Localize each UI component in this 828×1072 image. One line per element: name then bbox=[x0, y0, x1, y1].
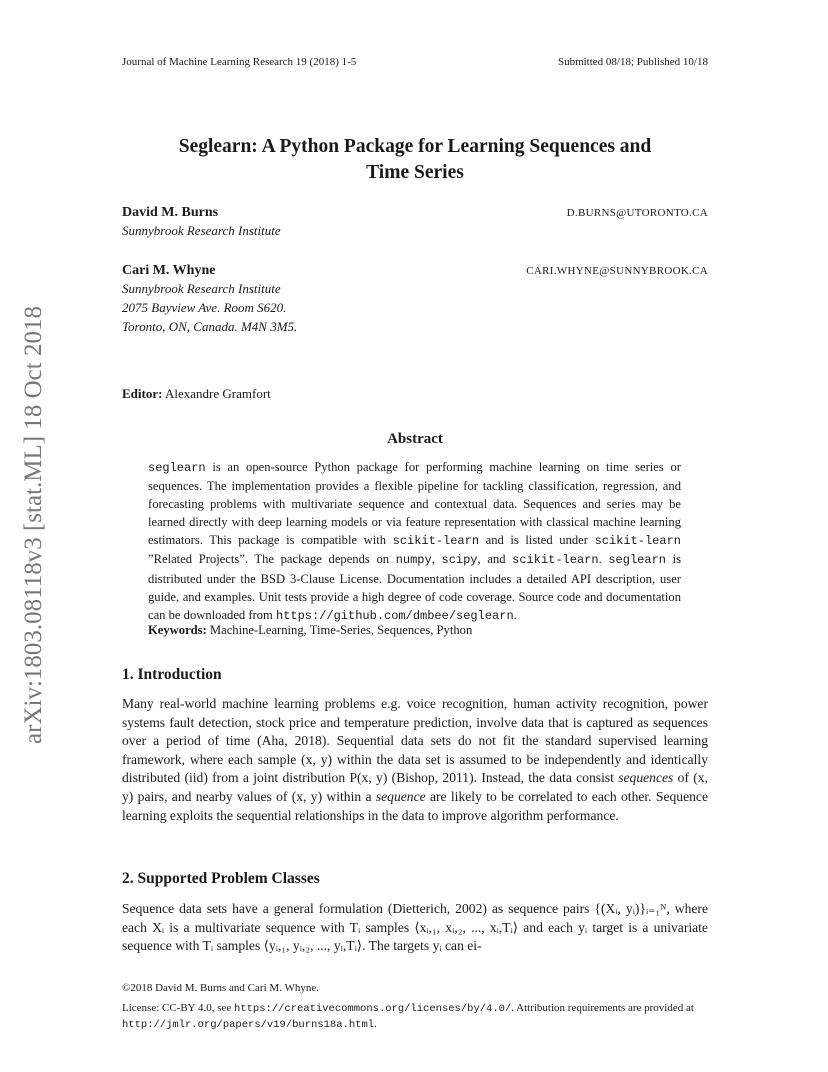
section-heading: 2. Supported Problem Classes bbox=[122, 870, 320, 887]
title-line-2: Time Series bbox=[366, 162, 464, 183]
code-seglearn: seglearn bbox=[148, 461, 206, 475]
arxiv-sidebar bbox=[4, 280, 64, 770]
author-1 bbox=[122, 205, 708, 240]
author-affiliation-line: 2075 Bayview Ave. Room S620. bbox=[122, 300, 287, 315]
code-scikit-learn: scikit-learn bbox=[512, 553, 599, 568]
arxiv-stamp: arXiv:1803.08118v3 [stat.ML] 18 Oct 2018 bbox=[20, 306, 47, 744]
section-heading: 1. Introduction bbox=[122, 666, 222, 683]
code-seglearn: seglearn bbox=[608, 553, 666, 568]
keywords-text: Machine-Learning, Time-Series, Sequences, Python bbox=[209, 623, 473, 637]
author-2 bbox=[122, 263, 708, 336]
author-email[interactable]: D.BURNS@UTORONTO.CA bbox=[566, 207, 708, 219]
introduction-paragraph: Many real-world machine learning problems e.g. voice recognition, human activity recognition, power systems fault detection, stock price and temperature prediction, involve data that is captured as sequences over a period of time (Aha, 2018). Sequential data sets do not fit the standard supervised learning framework, where each sample (x, y) within the data set is assumed to be independently and identically distributed (iid) from a joint distribution P(x, y) (Bishop, 2011). Instead, the data consist sequences of (x, y) pairs, and nearby values of (x, y) within a sequence are likely to be correlated to each other. Sequence learning exploits the sequential relationships in the data to improve algorithm performance. bbox=[122, 696, 709, 823]
editor-line bbox=[122, 386, 271, 402]
running-header bbox=[122, 56, 708, 68]
editor-label: Editor: bbox=[122, 386, 163, 401]
author-name: Cari M. Whyne bbox=[122, 263, 216, 278]
github-link[interactable]: https://github.com/dmbee/seglearn bbox=[276, 608, 514, 623]
code-numpy: numpy bbox=[395, 553, 432, 568]
author-name: David M. Burns bbox=[122, 205, 219, 220]
code-scikit-learn: scikit-learn bbox=[392, 534, 480, 549]
author-affiliation-line: Toronto, ON, Canada. M4N 3M5. bbox=[122, 319, 298, 334]
editor-name: Alexandre Gramfort bbox=[165, 386, 271, 401]
author-affiliation: Sunnybrook Research Institute bbox=[122, 223, 281, 238]
journal-citation: Journal of Machine Learning Research 19 (2018) 1-5 bbox=[122, 56, 357, 68]
author-affiliation-line: Sunnybrook Research Institute bbox=[122, 281, 281, 296]
problem-classes-paragraph: Sequence data sets have a general formulation (Dietterich, 2002) as sequence pairs {(Xᵢ, yᵢ)}ᵢ₌₁ᴺ, where each Xᵢ is a multivariate sequence with Tᵢ samples ⟨xᵢ,₁, xᵢ,₂, ..., xᵢ,Tᵢ⟩ and each yᵢ target is a univariate sequence with Tᵢ samples ⟨yᵢ,₁, yᵢ,₂, ..., yᵢ,Tᵢ⟩. The targets yᵢ can ei- bbox=[122, 901, 708, 954]
keywords-label: Keywords: bbox=[148, 623, 207, 637]
license-note: License: CC-BY 4.0, see https://creativecommons.org/licenses/by/4.0/. Attribution requirements are provided at http://jmlr.org/papers/v19/burns18a.html. bbox=[122, 1002, 694, 1031]
keywords bbox=[148, 623, 681, 638]
abstract-heading: Abstract bbox=[387, 431, 443, 447]
license-link[interactable]: https://creativecommons.org/licenses/by/4.0/ bbox=[234, 1003, 512, 1015]
code-scikit-learn: scikit-learn bbox=[594, 534, 681, 549]
submission-dates: Submitted 08/18; Published 10/18 bbox=[557, 56, 708, 68]
abstract-body: seglearn is an open-source Python package for performing machine learning on time series or sequences. The implementation provides a flexible pipeline for tackling classification, regression, and forecasting problems with multivariate sequence and contextual data. Sequences and series may be learned directly with deep learning models or via feature representation with classical machine learning estimators. This package is compatible with scikit-learn and is listed under scikit-learn ”Related Projects”. The package depends on numpy, scipy, and scikit-learn. seglearn is distributed under the BSD 3-Clause License. Documentation includes a detailed API description, user guide, and examples. Unit tests provide a high degree of code coverage. Source code and documentation can be downloaded from https://github.com/dmbee/seglearn. bbox=[148, 460, 682, 623]
copyright-note: ©2018 David M. Burns and Cari M. Whyne. bbox=[122, 982, 319, 994]
author-email[interactable]: CARI.WHYNE@SUNNYBROOK.CA bbox=[526, 265, 708, 277]
paper-link[interactable]: http://jmlr.org/papers/v19/burns18a.html bbox=[122, 1019, 375, 1031]
title-line-1: Seglearn: A Python Package for Learning Sequences and bbox=[178, 136, 652, 157]
code-scipy: scipy bbox=[441, 553, 478, 568]
paper-title bbox=[122, 134, 708, 186]
